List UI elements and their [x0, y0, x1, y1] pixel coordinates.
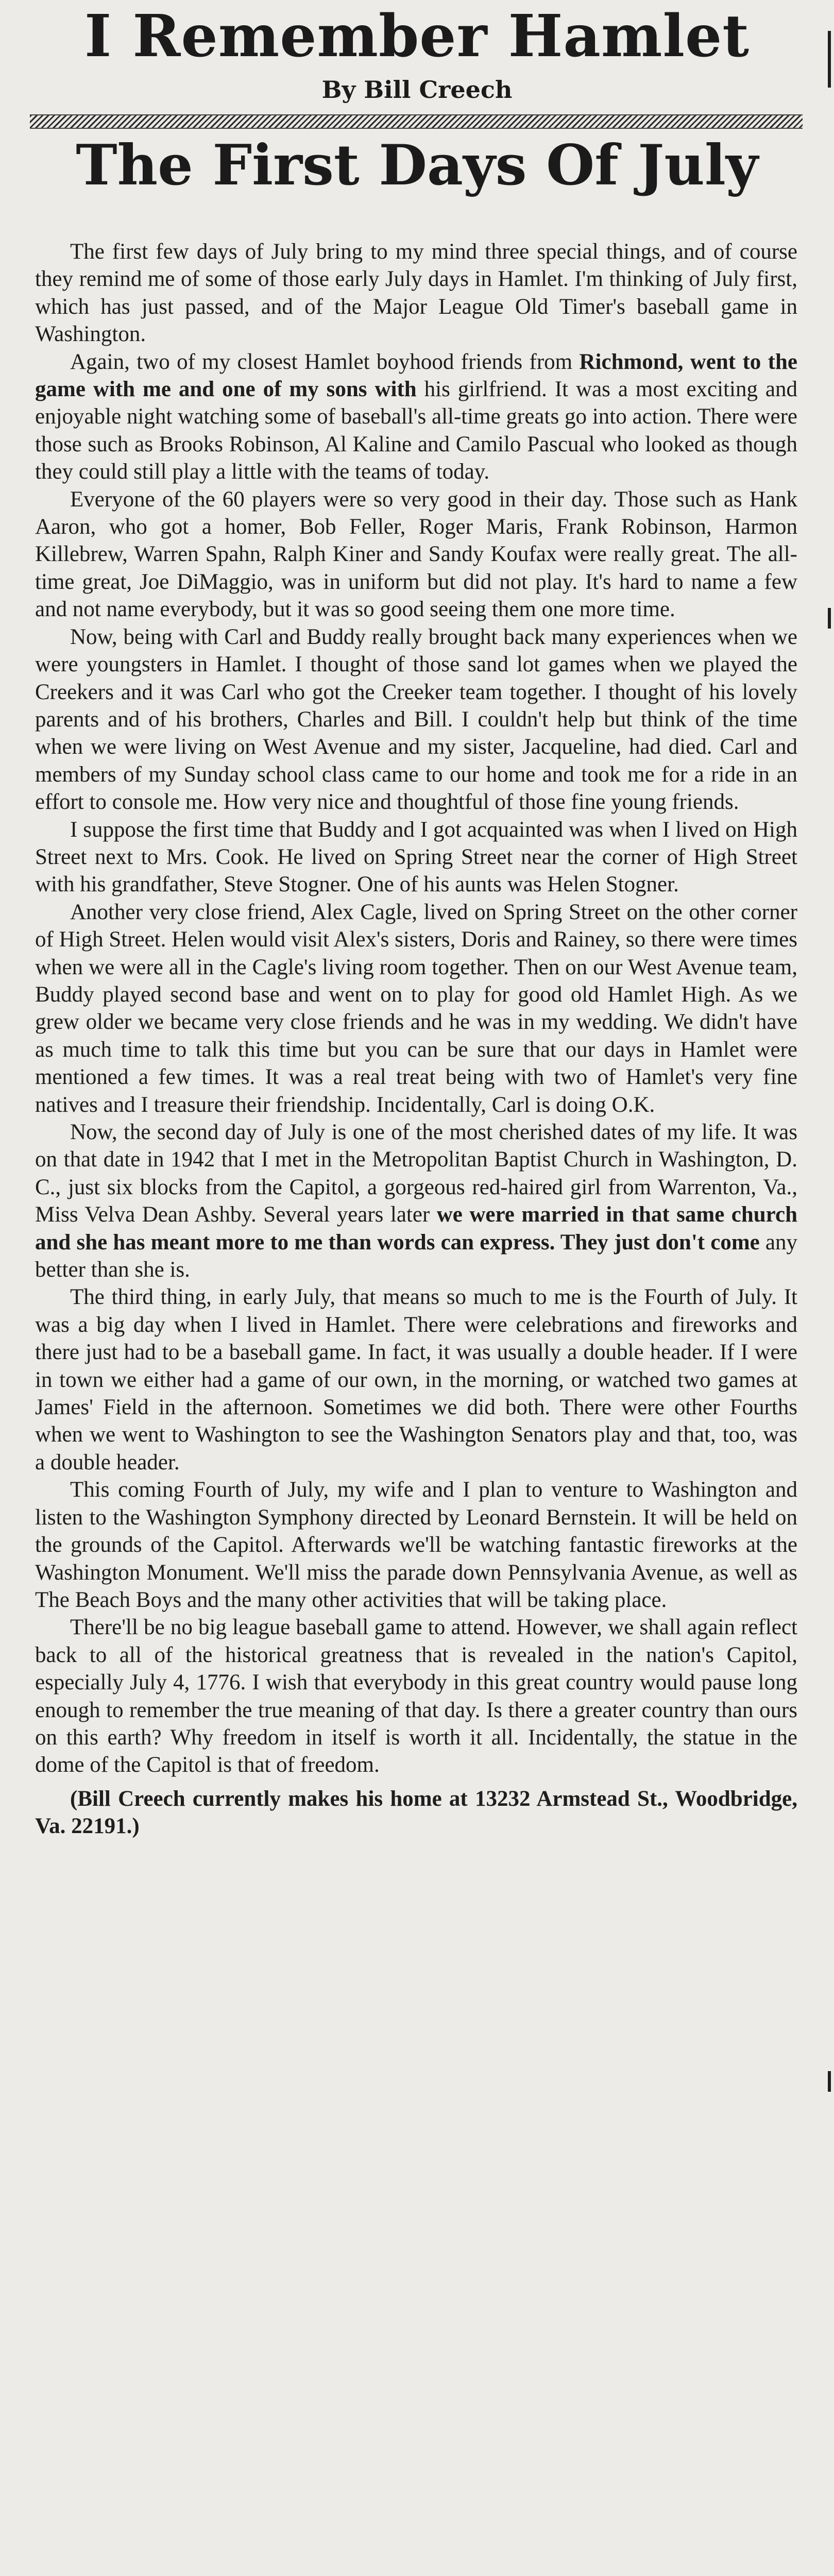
paragraph-5: I suppose the first time that Buddy and I got acquainted was when I lived on High Street next to Mrs. Cook. He lived on Spring Street near the corner of High Street with his grandfather, Steve Stogner. One of his aunts was Helen Stogner. [35, 817, 797, 897]
paragraph-9: This coming Fourth of July, my wife and I plan to venture to Washington and listen to the Washington Symphony directed by Leonard Bernstein. It will be held on the grounds of the Capitol. Afterwards we'll be watching fantastic fireworks at the Washington Monument. We'll miss the parade down Pennsylvania Avenue, as well as The Beach Boys and the many other activities that will be taking place. [35, 1478, 797, 1612]
paragraph-7-bold: we were married in that same church and she has meant more to me than words can express. They just don't come [35, 1202, 797, 1255]
paragraph-8: The third thing, in early July, that means so much to me is the Fourth of July. It was a big day when I lived in Hamlet. There were celebrations and fireworks and there just had to be a baseball game. In fact, it was usually a double header. If I were in town we either had a game of our own, in the morning, or watched two games at James' Field in the afternoon. Sometimes we did both. There were other Fourths when we went to Washington to see the Washington Senators play and that, too, was a double header. [35, 1285, 797, 1475]
paragraph-2-part-1: Again, two of my closest Hamlet boyhood friends from [70, 349, 580, 374]
column-title: I Remember Hamlet [84, 3, 750, 70]
paragraph-7-part-2: any better than she is. [35, 1230, 797, 1282]
paragraph-4: Now, being with Carl and Buddy really brought back many experiences when we were youngsters in Hamlet. I thought of those sand lot games when we played the Creekers and it was Carl who got the Creeker team together. I thought of his lovely parents and of his brothers, Charles and Bill. I couldn't help but think of the time when we were living on West Avenue and my sister, Jacqueline, had died. Carl and members of my Sunday school class came to our home and took me for a ride in an effort to console me. How very nice and thoughtful of those fine young friends. [35, 624, 797, 815]
paragraph-2-bold: Richmond, went to the game with me and one of my sons with [35, 349, 797, 402]
paragraph-10: There'll be no big league baseball game to attend. However, we shall again reflect back to all of the historical greatness that is revealed in the nation's Capitol, especially July 4, 1776. I wish that everybody in this great country would pause long enough to remember the true meaning of that day. Is there a greater country than ours on this earth? Why freedom in itself is worth it all. Incidentally, the statue in the dome of the Capitol is that of freedom. [35, 1615, 797, 1777]
paragraph-2 [35, 348, 797, 486]
edge-mark [828, 2071, 831, 2092]
paragraph-1: The first few days of July bring to my mind three special things, and of course they remind me of some of those early July days in Hamlet. I'm thinking of July first, which has just passed, and of the Major League Old Timer's baseball game in Washington. [35, 240, 797, 347]
paragraph-6: Another very close friend, Alex Cagle, lived on Spring Street on the other corner of High Street. Helen would visit Alex's sisters, Doris and Rainey, so there were times when we were all in the Cagle's living room together. Then on our West Avenue team, Buddy played second base and went on to play for good old Hamlet High. As we grew older we became very close friends and he was in my wedding. We didn't have as much time to talk this time but you can be sure that our days in Hamlet were mentioned a few times. It was a real treat being with two of Hamlet's very fine natives and I treasure their friendship. Incidentally, Carl is doing O.K. [35, 900, 797, 1117]
paragraph-3: Everyone of the 60 players were so very good in their day. Those such as Hank Aaron, who got a homer, Bob Feller, Roger Maris, Frank Robinson, Harmon Killebrew, Warren Spahn, Ralph Kiner and Sandy Koufax were really great. The all-time great, Joe DiMaggio, was in uniform but did not play. It's hard to name a few and not name everybody, but it was so good seeing them one more time. [35, 487, 797, 622]
article-body [35, 238, 797, 1840]
byline: By Bill Creech [321, 76, 513, 104]
edge-mark [828, 31, 831, 88]
author-credit: (Bill Creech currently makes his home at 13232 Armstead St., Woodbridge, Va. 22191.) [35, 1786, 797, 1839]
decorative-rule [30, 114, 803, 129]
paragraph-7 [35, 1118, 797, 1283]
paragraph-2-part-2: his girlfriend. It was a most exciting and enjoyable night watching some of baseball's all-time greats go into action. There were those such as Brooks Robinson, Al Kaline and Camilo Pascual who looked as though they could still play a little with the teams of today. [35, 377, 797, 484]
headline: The First Days Of July [76, 133, 758, 198]
edge-mark [828, 608, 831, 629]
paragraph-7-part-1: Now, the second day of July is one of the most cherished dates of my life. It was on that date in 1942 that I met in the Metropolitan Baptist Church in Washington, D. C., just six blocks from the Capitol, a gorgeous red-haired girl from Warrenton, Va., Miss Velva Dean Ashby. Several years later [35, 1120, 797, 1227]
